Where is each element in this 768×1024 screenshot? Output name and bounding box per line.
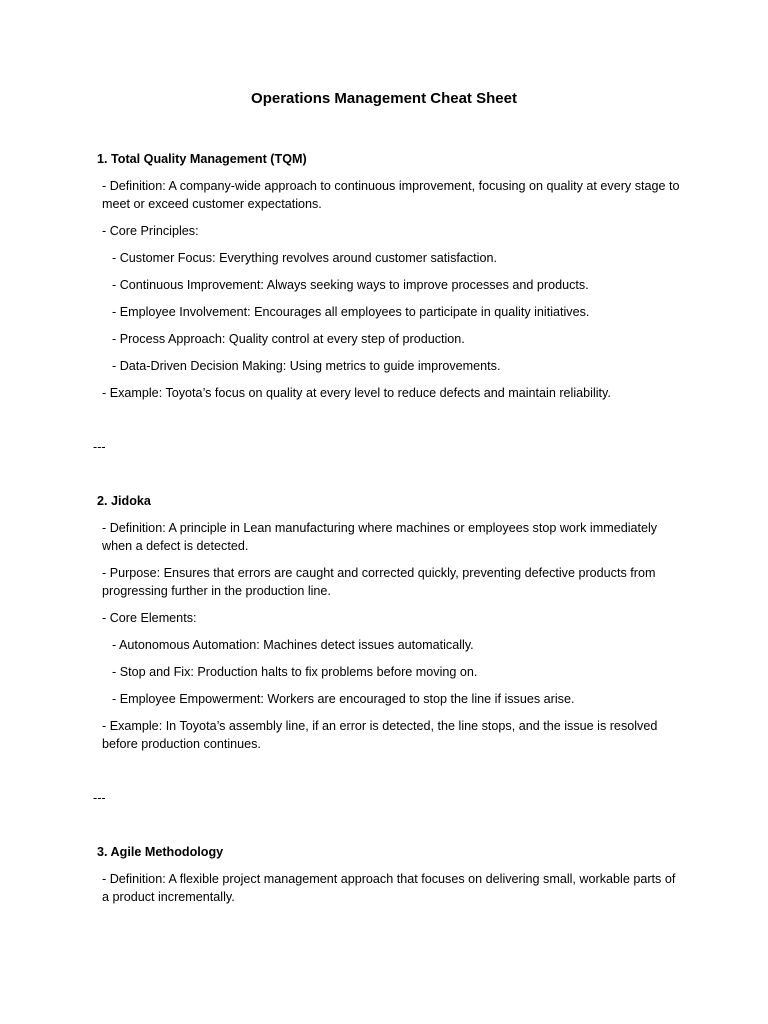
- tqm-principle-item: - Process Approach: Quality control at every step of production.: [112, 332, 465, 346]
- jidoka-core-label: - Core Elements:: [102, 611, 197, 625]
- jidoka-example: - Example: In Toyota’s assembly line, if an error is detected, the line stops, and the issue is resolved before production continues.: [102, 719, 658, 751]
- jidoka-element-item: - Employee Empowerment: Workers are encouraged to stop the line if issues arise.: [112, 692, 575, 706]
- tqm-principle-item: - Customer Focus: Everything revolves around customer satisfaction.: [112, 251, 497, 265]
- tqm-core-label: - Core Principles:: [102, 224, 199, 238]
- agile-definition: - Definition: A flexible project management approach that focuses on delivering small, workable parts of a product incrementally.: [102, 872, 676, 904]
- section-heading-jidoka: 2. Jidoka: [97, 494, 151, 508]
- jidoka-element-item: - Autonomous Automation: Machines detect issues automatically.: [112, 638, 474, 652]
- section-agile: [93, 843, 683, 906]
- section-heading-tqm: 1. Total Quality Management (TQM): [97, 152, 307, 166]
- jidoka-element-item: - Stop and Fix: Production halts to fix problems before moving on.: [112, 665, 478, 679]
- section-separator: ---: [93, 440, 106, 454]
- section-tqm: [93, 150, 683, 402]
- tqm-example: - Example: Toyota’s focus on quality at every level to reduce defects and maintain reliability.: [102, 386, 611, 400]
- section-separator: ---: [93, 791, 106, 805]
- jidoka-definition: - Definition: A principle in Lean manufacturing where machines or employees stop work immediately when a defect is detected.: [102, 521, 658, 553]
- section-jidoka: [93, 492, 683, 753]
- section-heading-agile: 3. Agile Methodology: [97, 845, 224, 859]
- jidoka-purpose: - Purpose: Ensures that errors are caught and corrected quickly, preventing defective products from progressing further in the production line.: [102, 566, 656, 598]
- tqm-principle-item: - Employee Involvement: Encourages all employees to participate in quality initiatives.: [112, 305, 590, 319]
- tqm-principle-item: - Continuous Improvement: Always seeking ways to improve processes and products.: [112, 278, 589, 292]
- tqm-principle-item: - Data-Driven Decision Making: Using metrics to guide improvements.: [112, 359, 501, 373]
- page-title: Operations Management Cheat Sheet: [251, 90, 517, 107]
- document-body: [93, 150, 683, 915]
- tqm-definition: - Definition: A company-wide approach to continuous improvement, focusing on quality at every stage to meet or exceed customer expectations.: [102, 179, 680, 211]
